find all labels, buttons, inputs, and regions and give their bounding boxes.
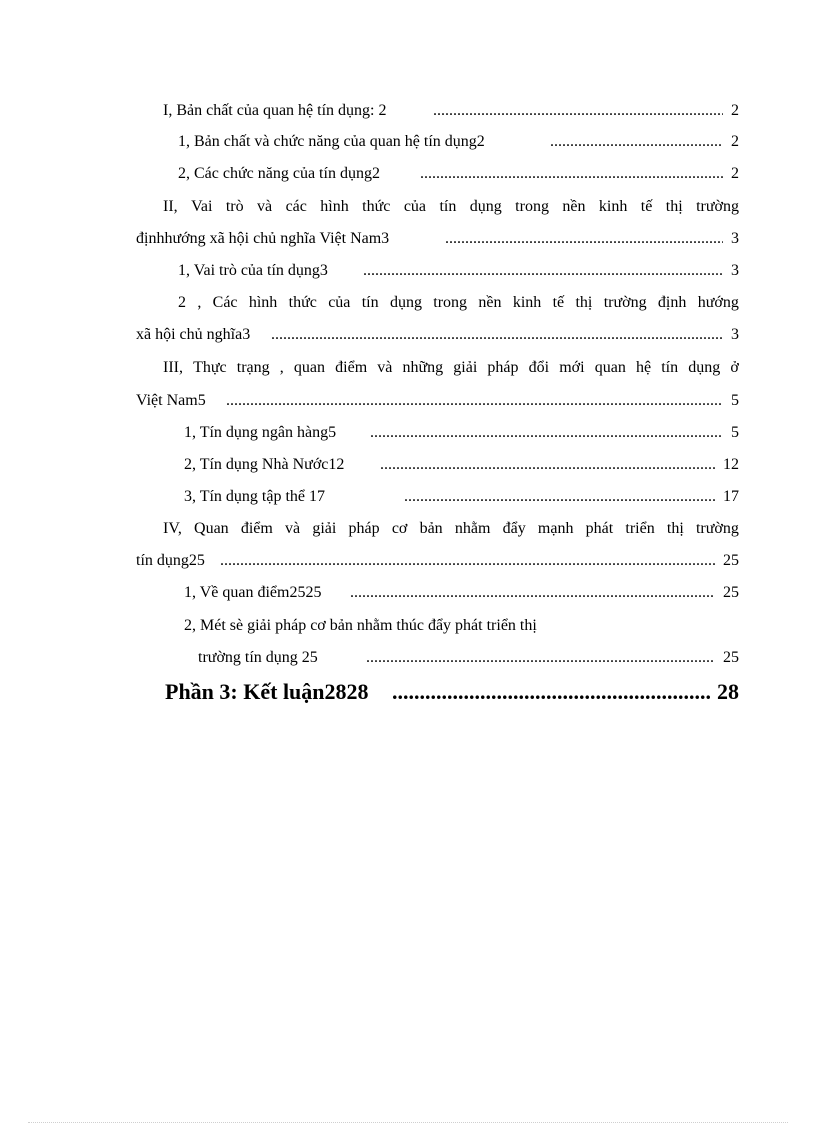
toc-leader	[433, 100, 723, 122]
toc-entry[interactable]	[0, 550, 816, 572]
toc-leader	[392, 677, 710, 707]
toc-page-number: 28	[717, 679, 739, 704]
toc-entry-first-line[interactable]: IV, Quan điểm và giải pháp cơ bản nhằm đẩy mạnh phát triển thị trường	[163, 520, 739, 537]
toc-page-number: 12	[723, 456, 739, 473]
toc-entry[interactable]	[0, 324, 816, 346]
toc-page-number: 17	[723, 488, 739, 505]
toc-entry-label: trường tín dụng 25	[198, 649, 318, 666]
toc-entry[interactable]	[0, 260, 816, 282]
toc-page-number: 25	[723, 552, 739, 569]
toc-entry[interactable]	[0, 390, 816, 412]
toc-leader	[350, 582, 715, 604]
toc-entry[interactable]	[0, 131, 816, 153]
toc-leader	[370, 422, 723, 444]
toc-leader	[271, 324, 723, 346]
toc-page-number: 2	[731, 133, 739, 150]
toc-leader	[366, 647, 715, 669]
toc-page-number: 5	[731, 392, 739, 409]
toc-entry-first-line[interactable]	[0, 615, 816, 637]
toc-entry[interactable]	[0, 100, 816, 122]
toc-entry[interactable]	[0, 163, 816, 185]
toc-page-number: 3	[731, 326, 739, 343]
toc-page-number: 3	[731, 230, 739, 247]
toc-entry-first-line[interactable]: 2 , Các hình thức của tín dụng trong nền kinh tế thị trường định hướng	[178, 294, 739, 311]
toc-entry[interactable]	[0, 454, 816, 476]
toc-leader	[363, 260, 723, 282]
toc-entry[interactable]	[0, 486, 816, 508]
toc-entry[interactable]	[0, 647, 816, 669]
toc-leader	[550, 131, 723, 153]
toc-entry[interactable]	[0, 422, 816, 444]
toc-entry-label: 1, Tín dụng ngân hàng5	[184, 424, 337, 441]
toc-entry-label: Việt Nam5	[136, 392, 206, 409]
toc-entry-label: 2, Mét sè giải pháp cơ bản nhằm thúc đẩy phát triển thị	[184, 617, 537, 634]
toc-page-number: 2	[731, 165, 739, 182]
toc-entry-label: địnhhướng xã hội chủ nghĩa Việt Nam3	[136, 230, 390, 247]
toc-page-number: 5	[731, 424, 739, 441]
toc-entry-first-line[interactable]: II, Vai trò và các hình thức của tín dụng trong nền kinh tế thị trường	[163, 198, 739, 215]
toc-page-number: 3	[731, 262, 739, 279]
toc-entry-label: xã hội chủ nghĩa3	[136, 326, 251, 343]
toc-page-number: 25	[723, 649, 739, 666]
toc-entry[interactable]	[0, 582, 816, 604]
toc-leader	[404, 486, 715, 508]
toc-entry-label: 3, Tín dụng tập thể 17	[184, 488, 326, 505]
toc-page-number: 2	[731, 102, 739, 119]
toc-entry-label: 2, Các chức năng của tín dụng2	[178, 165, 380, 182]
toc-leader	[220, 550, 715, 572]
toc-leader	[226, 390, 723, 412]
toc-page-number: 25	[723, 584, 739, 601]
toc-entry-label: 2, Tín dụng Nhà Nước12	[184, 456, 345, 473]
toc-leader	[445, 228, 723, 250]
toc-entry-label: 1, Về quan điểm2525	[184, 584, 322, 601]
toc-entry-first-line[interactable]: III, Thực trạng , quan điểm và những giải pháp đổi mới quan hệ tín dụng ở	[163, 359, 739, 376]
toc-part-label: Phần 3: Kết luận2828	[165, 679, 369, 704]
toc-leader	[420, 163, 723, 185]
toc-leader	[380, 454, 715, 476]
toc-entry-label: 1, Bản chất và chức năng của quan hệ tín dụng2	[178, 133, 485, 150]
toc-entry-label: 1, Vai trò của tín dụng3	[178, 262, 328, 279]
toc-part-heading[interactable]	[0, 677, 816, 707]
toc-entry-label: tín dụng25	[136, 552, 205, 569]
toc-entry-label: I, Bản chất của quan hệ tín dụng: 2	[163, 102, 387, 119]
toc-entry[interactable]	[0, 228, 816, 250]
